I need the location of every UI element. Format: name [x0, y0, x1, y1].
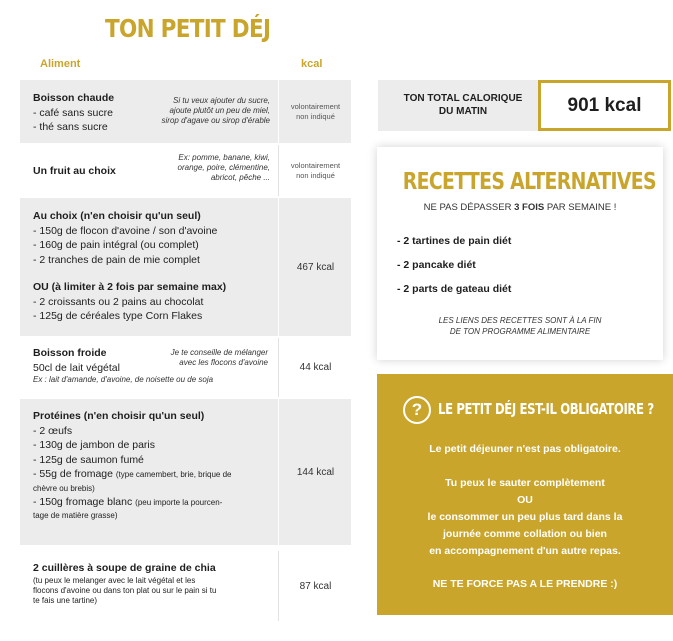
row-line: - 125g de céréales type Corn Flakes — [33, 310, 203, 322]
recettes-title: RECETTES ALTERNATIVES — [402, 169, 656, 195]
column-header-kcal: kcal — [301, 58, 323, 70]
obligatoire-text: OU — [517, 494, 533, 506]
kcal-cell: 44 kcal — [278, 338, 352, 397]
page-title: TON PETIT DÉJ — [105, 14, 271, 43]
total-value: 901 kcal — [538, 80, 671, 131]
row-line: - 55g de fromage (type camembert, brie, brique de — [33, 468, 232, 480]
row-line: - 150g fromage blanc (peu importe la pourcen- — [33, 495, 223, 508]
row-title: Protéines (n'en choisir qu'un seul) — [33, 410, 205, 422]
row-title: Au choix (n'en choisir qu'un seul) — [33, 210, 201, 222]
total-label: TON TOTAL CALORIQUE DU MATIN — [403, 93, 523, 117]
row-title: Un fruit au choix — [33, 165, 116, 177]
row-example: Ex : lait d'amande, d'avoine, de noisette ou de soja — [33, 375, 214, 384]
kcal-cell: volontairement non indiqué — [278, 145, 352, 196]
total-calories-panel — [378, 80, 671, 131]
recette-item: - 2 parts de gateau diét — [397, 283, 512, 295]
row-line: - 160g de pain intégral (ou complet) — [33, 239, 199, 251]
row-line: - café sans sucre — [33, 106, 113, 119]
row-title: Boisson chaude — [33, 92, 115, 104]
row-line: - 2 tranches de pain de mie complet — [33, 253, 200, 266]
row-note: Ex: pomme, banane, kiwi, orange, poire, clémentine, abricot, pêche ... — [177, 153, 270, 182]
food-row-boisson-froide — [20, 338, 351, 397]
food-row-chia: 2 cuillères à soupe de graine de chia (tu peux le melanger avec le lait végétal et les flocons d'avoine ou dans ton plat ou sur le pain si tu te fais une tartine) 87 kcal — [20, 551, 351, 621]
recettes-alternatives-card — [377, 147, 663, 360]
food-row-proteines: Protéines (n'en choisir qu'un seul) - 2 œufs - 130g de jambon de paris - 125g de saumon fumé - 55g de fromage (type camembert, brie, brique de chèvre ou brebis) - 150g fromage blanc (peu importe la pourcen- tage de matière grasse) 144 kcal — [20, 399, 351, 545]
food-row-au-choix — [20, 198, 351, 336]
row-line: - 2 croissants ou 2 pains au chocolat — [33, 295, 204, 308]
row-line: - 125g de saumon fumé — [33, 453, 144, 466]
kcal-cell: volontairement non indiqué — [278, 80, 352, 143]
row-title: 2 cuillères à soupe de graine de chia — [33, 562, 216, 574]
obligatoire-text: journée comme collation ou bien — [443, 528, 607, 540]
column-header-aliment: Aliment — [40, 58, 81, 70]
obligatoire-text: le consommer un peu plus tard dans la — [427, 511, 623, 523]
petit-dej-obligatoire-panel — [377, 374, 673, 615]
row-line: - 150g de flocon d'avoine / son d'avoine — [33, 224, 218, 237]
kcal-cell: 144 kcal — [278, 399, 352, 545]
recette-item: - 2 pancake diét — [397, 259, 476, 271]
obligatoire-text: Le petit déjeuner n'est pas obligatoire. — [429, 443, 621, 455]
food-row-boisson-chaude — [20, 80, 351, 143]
row-title-ou: OU (à limiter à 2 fois par semaine max) — [33, 281, 227, 293]
row-note: Si tu veux ajouter du sucre, ajoute plutôt un peu de miel, sirop d'agave ou sirop d'érable — [161, 96, 270, 125]
row-line: - 2 œufs — [33, 424, 73, 437]
question-circle-icon: ? — [403, 396, 431, 424]
row-title: Boisson froide — [33, 347, 107, 359]
row-note: Je te conseille de mélanger avec les flocons d'avoine — [170, 348, 268, 367]
row-line: - thé sans sucre — [33, 121, 108, 133]
obligatoire-text: en accompagnement d'un autre repas. — [429, 545, 621, 557]
obligatoire-text: Tu peux le sauter complètement — [445, 477, 605, 489]
row-line: 50cl de lait végétal — [33, 361, 120, 374]
recettes-subtitle: NE PAS DÉPASSER 3 FOIS PAR SEMAINE ! — [423, 202, 617, 213]
obligatoire-final: NE TE FORCE PAS A LE PRENDRE :) — [432, 578, 618, 590]
food-row-fruit — [20, 145, 351, 196]
kcal-cell: 467 kcal — [278, 198, 352, 336]
recettes-links-note: LES LIENS DES RECETTES SONT À LA FIN DE TON PROGRAMME ALIMENTAIRE — [438, 316, 602, 336]
kcal-cell: 87 kcal — [278, 551, 352, 621]
row-line: - 130g de jambon de paris — [33, 439, 155, 451]
obligatoire-title: LE PETIT DÉJ EST-IL OBLIGATOIRE ? — [438, 400, 654, 418]
recette-item: - 2 tartines de pain diét — [397, 235, 512, 247]
